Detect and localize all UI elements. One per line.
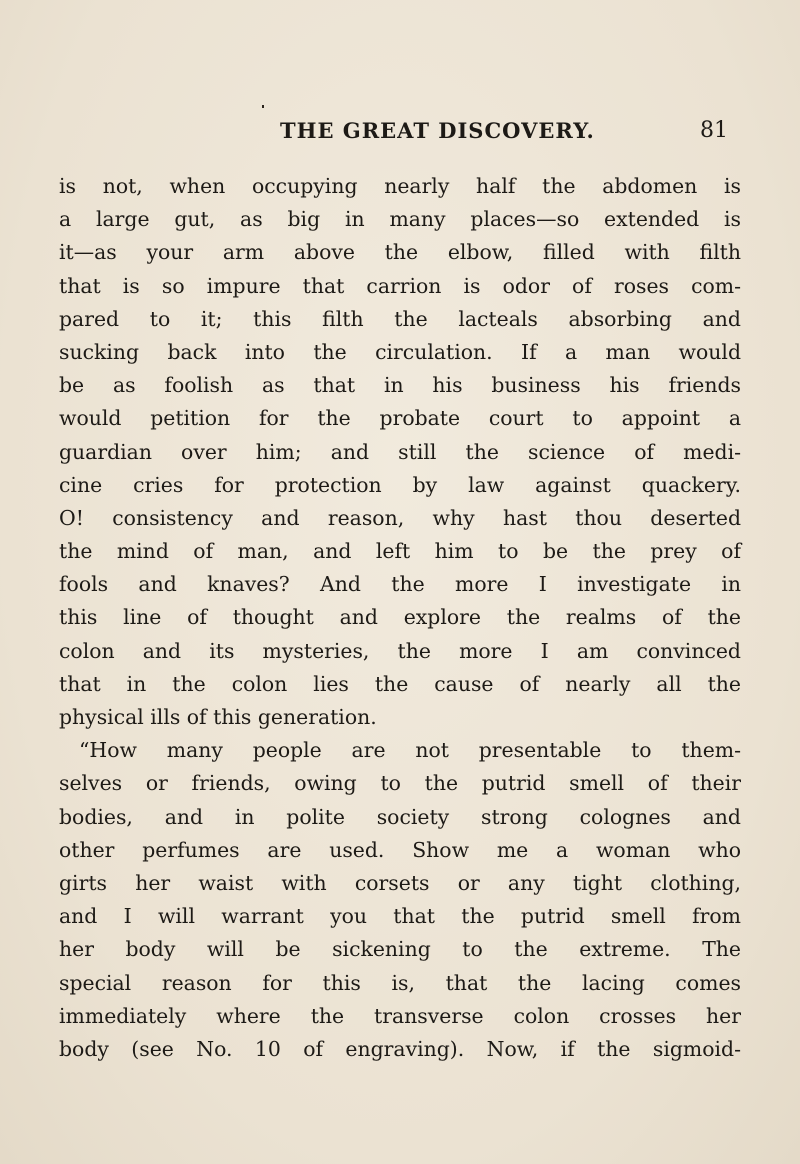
paragraph-end-line: physical ills of this generation.	[59, 705, 377, 729]
text-line: the mind of man, and left him to be the prey of	[59, 539, 741, 564]
text-line: body (see No. 10 of engraving). Now, if the sigmoid-	[59, 1036, 741, 1061]
text-line: colon and its mysteries, the more I am convinced	[59, 638, 741, 663]
paragraph-start-line: “How many people are not presentable to them-	[79, 738, 741, 763]
text-line: immediately where the transverse colon crosses her	[59, 1003, 741, 1028]
text-line: that is so impure that carrion is odor of roses com-	[59, 273, 741, 298]
text-line: her body will be sickening to the extreme. The	[59, 937, 741, 962]
text-line: bodies, and in polite society strong colognes and	[59, 804, 741, 829]
text-line: cine cries for protection by law against quackery.	[59, 472, 741, 497]
text-line: pared to it; this filth the lacteals absorbing and	[59, 306, 741, 331]
text-line: guardian over him; and still the science of medi-	[59, 439, 741, 464]
text-line: and I will warrant you that the putrid smell from	[59, 904, 741, 929]
text-line: O! consistency and reason, why hast thou deserted	[59, 505, 741, 530]
text-line: girts her waist with corsets or any tight clothing,	[59, 870, 741, 895]
text-line: it—as your arm above the elbow, filled with filth	[59, 240, 741, 265]
text-line: selves or friends, owing to the putrid smell of their	[59, 771, 741, 796]
text-line: this line of thought and explore the realms of the	[59, 605, 741, 630]
text-line: a large gut, as big in many places—so extended is	[59, 207, 741, 232]
page-number: 81	[700, 118, 728, 143]
margin-mark	[262, 105, 264, 108]
text-line: would petition for the probate court to appoint a	[59, 406, 741, 431]
body-text	[59, 170, 741, 1066]
text-line: is not, when occupying nearly half the abdomen is	[59, 174, 741, 198]
text-line: fools and knaves? And the more I investigate in	[59, 572, 741, 597]
text-line: other perfumes are used. Show me a woman who	[59, 837, 741, 862]
text-line: be as foolish as that in his business his friends	[59, 373, 741, 398]
text-line: sucking back into the circulation. If a man would	[59, 339, 741, 364]
running-title: THE GREAT DISCOVERY.	[280, 118, 595, 143]
text-line: special reason for this is, that the lacing comes	[59, 970, 741, 995]
text-line: that in the colon lies the cause of nearly all the	[59, 671, 741, 696]
running-header	[268, 118, 728, 152]
